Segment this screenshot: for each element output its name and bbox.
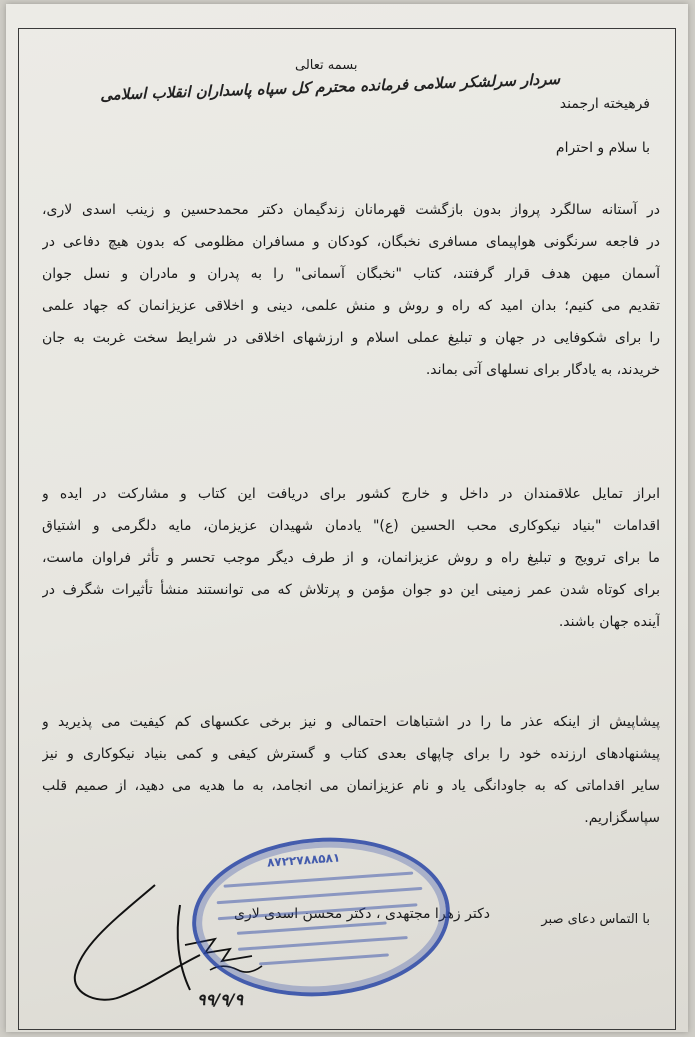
stamp-number: ۸۷۲۲۷۸۸۵۸۱ (266, 850, 341, 870)
signer-names: دکتر زهرا مجتهدی ، دکتر محسن اسدی لاری (234, 906, 490, 922)
paragraph-1 (42, 194, 660, 386)
paragraph-line: سپاسگزاریم. (584, 810, 660, 826)
salutation-printed: فرهیخته ارجمند (559, 96, 650, 112)
addressee-handwritten: سردار سرلشکر سلامی فرمانده محترم کل سپاه پاسداران انقلاب اسلامی (99, 69, 561, 105)
stamp-text-line (237, 921, 387, 934)
stamp-text-line (218, 903, 418, 920)
paragraph-line: ابراز تمایل علاقمندان در داخل و خارج کشور برای دریافت این کتاب و مشارکت در ایده و (42, 486, 660, 502)
closing-line: با التماس دعای صبر (541, 912, 650, 927)
paragraph-line: آسمان میهن هدف قرار گرفتند، کتاب "نخبگان آسمانی" را به پدران و مادران و نسل جوان (42, 266, 660, 282)
paragraph-line: برای کوتاه شدن عمر زمینی این دو جوان مؤمن و پرتلاش که می توانستند منشأ تأثیرات شگرف در (42, 582, 660, 598)
paragraph-3 (42, 706, 660, 834)
addressee-line (99, 69, 650, 128)
stamp-text-line (238, 936, 408, 951)
paragraph-2 (42, 478, 660, 638)
paragraph-line: سایر اقداماتی که به جاودانگی یاد و نام عزیزانمان می انجامد، به ما هدیه می دهید، از صمیم قلب (42, 778, 660, 794)
date-handwritten: ۹۹/۹/۹ (197, 990, 244, 1009)
paragraph-line: اقدامات "بنیاد نیکوکاری محب الحسین (ع)" یادمان شهیدان عزیزمان، مایه دلگرمی و اشتیاق (42, 518, 660, 534)
paragraph-line: پیشنهادهای ارزنده خود را برای چاپهای بعدی کتاب و گسترش کیفی و کمی بنیاد نیکوکاری و نیز (42, 746, 660, 762)
paragraph-line: در آستانه سالگرد پرواز بدون بازگشت قهرمانان زندگیمان دکتر محمدحسین و زینب اسدی لاری، (42, 202, 660, 218)
paragraph-line: در فاجعه سرنگونی هواپیمای مسافری نخبگان، کودکان و مسافران مظلومی که بدون هیچ دفاعی در (42, 234, 660, 250)
paragraph-line: آینده جهان باشند. (558, 614, 660, 630)
paragraph-line: را برای شکوفایی در جهان و تبلیغ عملی اسلام و ارزشهای اخلاقی در شرایط سخت غربت به جان (42, 330, 660, 346)
paragraph-line: ما برای ترویج و تبلیغ راه و روش عزیزانمان، و از طرف دیگر موجب تحسر و تأثر فراوان ماست، (42, 550, 660, 566)
stamp-text-line (259, 953, 389, 965)
paragraph-line: پیشاپیش از اینکه عذر ما را در اشتباهات احتمالی و نیز برخی عکسهای کم کیفیت می پذیرید و (42, 714, 660, 730)
bismillah-heading: بسمه تعالی (295, 58, 358, 73)
paragraph-line: تقدیم می کنیم؛ بدان امید که راه و روش و منش علمی، دینی و اخلاقی عزیزانمان که جهاد علمی (42, 298, 660, 314)
stamp-text-line (224, 871, 414, 887)
paragraph-line: خریدند، به یادگار برای نسلهای آتی بماند. (425, 362, 660, 378)
greeting: با سلام و احترام (555, 140, 650, 156)
stamp-text-line (217, 887, 423, 904)
